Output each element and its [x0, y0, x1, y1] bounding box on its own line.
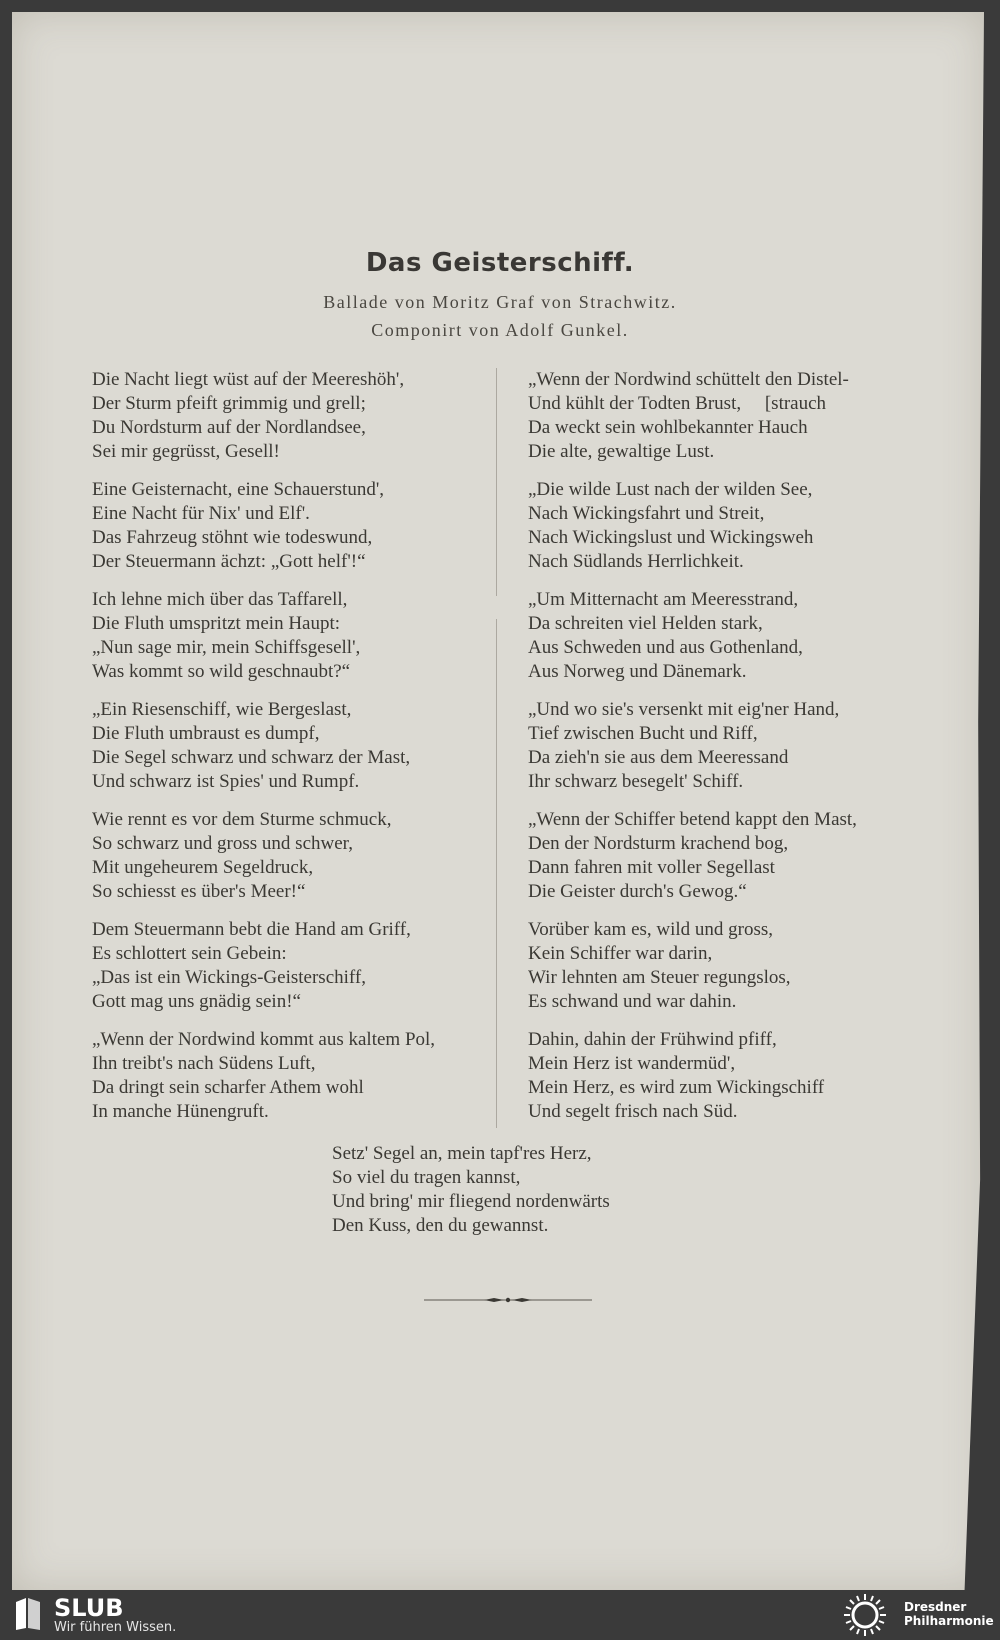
verse-line: In manche Hünengruft. — [92, 1101, 269, 1122]
slub-book-icon[interactable] — [14, 1596, 42, 1632]
stanza — [92, 1028, 512, 1124]
verse-line: Der Sturm pfeift grimmig und grell; — [92, 393, 366, 414]
verse-line: Da dringt sein scharfer Athem wohl — [92, 1077, 364, 1098]
verse-line: Mit ungeheurem Segeldruck, — [92, 857, 314, 878]
stanza — [92, 918, 512, 1014]
verse-line: Und segelt frisch nach Süd. — [528, 1101, 738, 1122]
verse-line: So schwarz und gross und schwer, — [92, 833, 353, 854]
verse-line: Es schlottert sein Gebein: — [92, 943, 287, 964]
poem-subtitle-composer: Componirt von Adolf Gunkel. — [371, 320, 629, 340]
verse-line: Da weckt sein wohlbekannter Hauch — [528, 417, 808, 438]
verse-line: Gott mag uns gnädig sein!“ — [92, 991, 301, 1012]
verse-line: So schiesst es über's Meer!“ — [92, 881, 306, 902]
verse-line: Und bring' mir fliegend nordenwärts — [332, 1191, 610, 1212]
verse-line: Die alte, gewaltige Lust. — [528, 441, 715, 462]
verse-line: Nach Wickingsfahrt und Streit, — [528, 503, 765, 524]
verse-line: „Wenn der Schiffer betend kappt den Mast, — [528, 809, 857, 830]
verse-line: Aus Schweden und aus Gothenland, — [528, 637, 803, 658]
stanza — [528, 1028, 948, 1124]
verse-line: Ihn treibt's nach Südens Luft, — [92, 1053, 316, 1074]
verse-line: „Nun sage mir, mein Schiffsgesell', — [92, 637, 361, 658]
verse-line: Den Kuss, den du gewannst. — [332, 1215, 549, 1236]
verse-line: Eine Nacht für Nix' und Elf'. — [92, 503, 310, 524]
poem-subtitle-author: Ballade von Moritz Graf von Strachwitz. — [323, 292, 677, 312]
verse-line: „Wenn der Nordwind kommt aus kaltem Pol, — [92, 1029, 436, 1050]
stanza — [92, 588, 512, 684]
verse-line: „Die wilde Lust nach der wilden See, — [528, 479, 813, 500]
stanza — [528, 368, 948, 464]
verse-line: Mein Herz ist wandermüd', — [528, 1053, 736, 1074]
verse-line: Nach Südlands Herrlichkeit. — [528, 551, 744, 572]
verse-line: Da zieh'n sie aus dem Meeressand — [528, 747, 789, 768]
verse-line: Und schwarz ist Spies' und Rumpf. — [92, 771, 360, 792]
verse-line: Ihr schwarz besegelt' Schiff. — [528, 771, 744, 792]
verse-line: Du Nordsturm auf der Nordlandsee, — [92, 417, 366, 438]
verse-line: Die Fluth umspritzt mein Haupt: — [92, 613, 341, 634]
partner-line: Philharmonie — [904, 1614, 994, 1628]
poem-title: Das Geisterschiff. — [365, 248, 635, 278]
verse-line: Dann fahren mit voller Segellast — [528, 857, 775, 878]
verse-line: Setz' Segel an, mein tapf'res Herz, — [332, 1143, 592, 1164]
ornament-divider-icon — [424, 1297, 592, 1303]
verse-line: Die Nacht liegt wüst auf der Meereshöh', — [92, 369, 405, 390]
verse-line: Vorüber kam es, wild und gross, — [528, 919, 774, 940]
verse-line: Kein Schiffer war darin, — [528, 943, 713, 964]
verse-line: Ich lehne mich über das Taffarell, — [92, 589, 348, 610]
right-column — [528, 368, 948, 1138]
verse-line: Die Fluth umbraust es dumpf, — [92, 723, 320, 744]
verse-line: „Und wo sie's versenkt mit eig'ner Hand, — [528, 699, 840, 720]
philharmonie-sun-icon[interactable] — [842, 1592, 888, 1638]
verse-line: Die Segel schwarz und schwarz der Mast, — [92, 747, 411, 768]
verse-line: Wir lehnten am Steuer regungslos, — [528, 967, 791, 988]
verse-line: Mein Herz, es wird zum Wickingschiff — [528, 1077, 825, 1098]
verse-line: „Um Mitternacht am Meeresstrand, — [528, 589, 799, 610]
verse-line: Tief zwischen Bucht und Riff, — [528, 723, 758, 744]
verse-line: Die Geister durch's Gewog.“ — [528, 881, 747, 902]
stanza — [92, 368, 512, 464]
stanza — [92, 698, 512, 794]
stanza — [528, 588, 948, 684]
library-claim: Wir führen Wissen. — [54, 1620, 177, 1635]
partner-line: Dresdner — [904, 1600, 967, 1614]
final-stanza — [332, 1142, 752, 1238]
stanza — [528, 808, 948, 904]
verse-line: „Das ist ein Wickings-Geisterschiff, — [92, 967, 366, 988]
verse-line: Nach Wickingslust und Wickingsweh — [528, 527, 814, 548]
verse-line: Eine Geisternacht, eine Schauerstund', — [92, 479, 385, 500]
stanza — [92, 808, 512, 904]
verse-line: Es schwand und war dahin. — [528, 991, 737, 1012]
stanza — [92, 478, 512, 574]
verse-line: Dem Steuermann bebt die Hand am Griff, — [92, 919, 411, 940]
partner-name[interactable] — [904, 1600, 994, 1628]
verse-line: Dahin, dahin der Frühwind pfiff, — [528, 1029, 777, 1050]
stanza — [528, 698, 948, 794]
verse-line: „Ein Riesenschiff, wie Bergeslast, — [92, 699, 352, 720]
verse-line: Da schreiten viel Helden stark, — [528, 613, 763, 634]
footer-bar — [0, 1590, 1000, 1640]
verse-line: Und kühlt der Todten Brust, [strauch — [528, 393, 827, 414]
verse-line: Sei mir gegrüsst, Gesell! — [92, 441, 280, 462]
stanza — [528, 918, 948, 1014]
stanza — [528, 478, 948, 574]
verse-line: So viel du tragen kannst, — [332, 1167, 521, 1188]
column-divider — [496, 368, 497, 1128]
library-name[interactable]: SLUB — [54, 1594, 124, 1622]
verse-line: Wie rennt es vor dem Sturme schmuck, — [92, 809, 392, 830]
verse-line: Das Fahrzeug stöhnt wie todeswund, — [92, 527, 373, 548]
left-column — [92, 368, 512, 1138]
verse-line: Was kommt so wild geschnaubt?“ — [92, 661, 351, 682]
verse-line: Den der Nordsturm krachend bog, — [528, 833, 789, 854]
verse-line: Aus Norweg und Dänemark. — [528, 661, 747, 682]
verse-line: „Wenn der Nordwind schüttelt den Distel- — [528, 369, 849, 390]
verse-line: Der Steuermann ächzt: „Gott helf'!“ — [92, 551, 366, 572]
